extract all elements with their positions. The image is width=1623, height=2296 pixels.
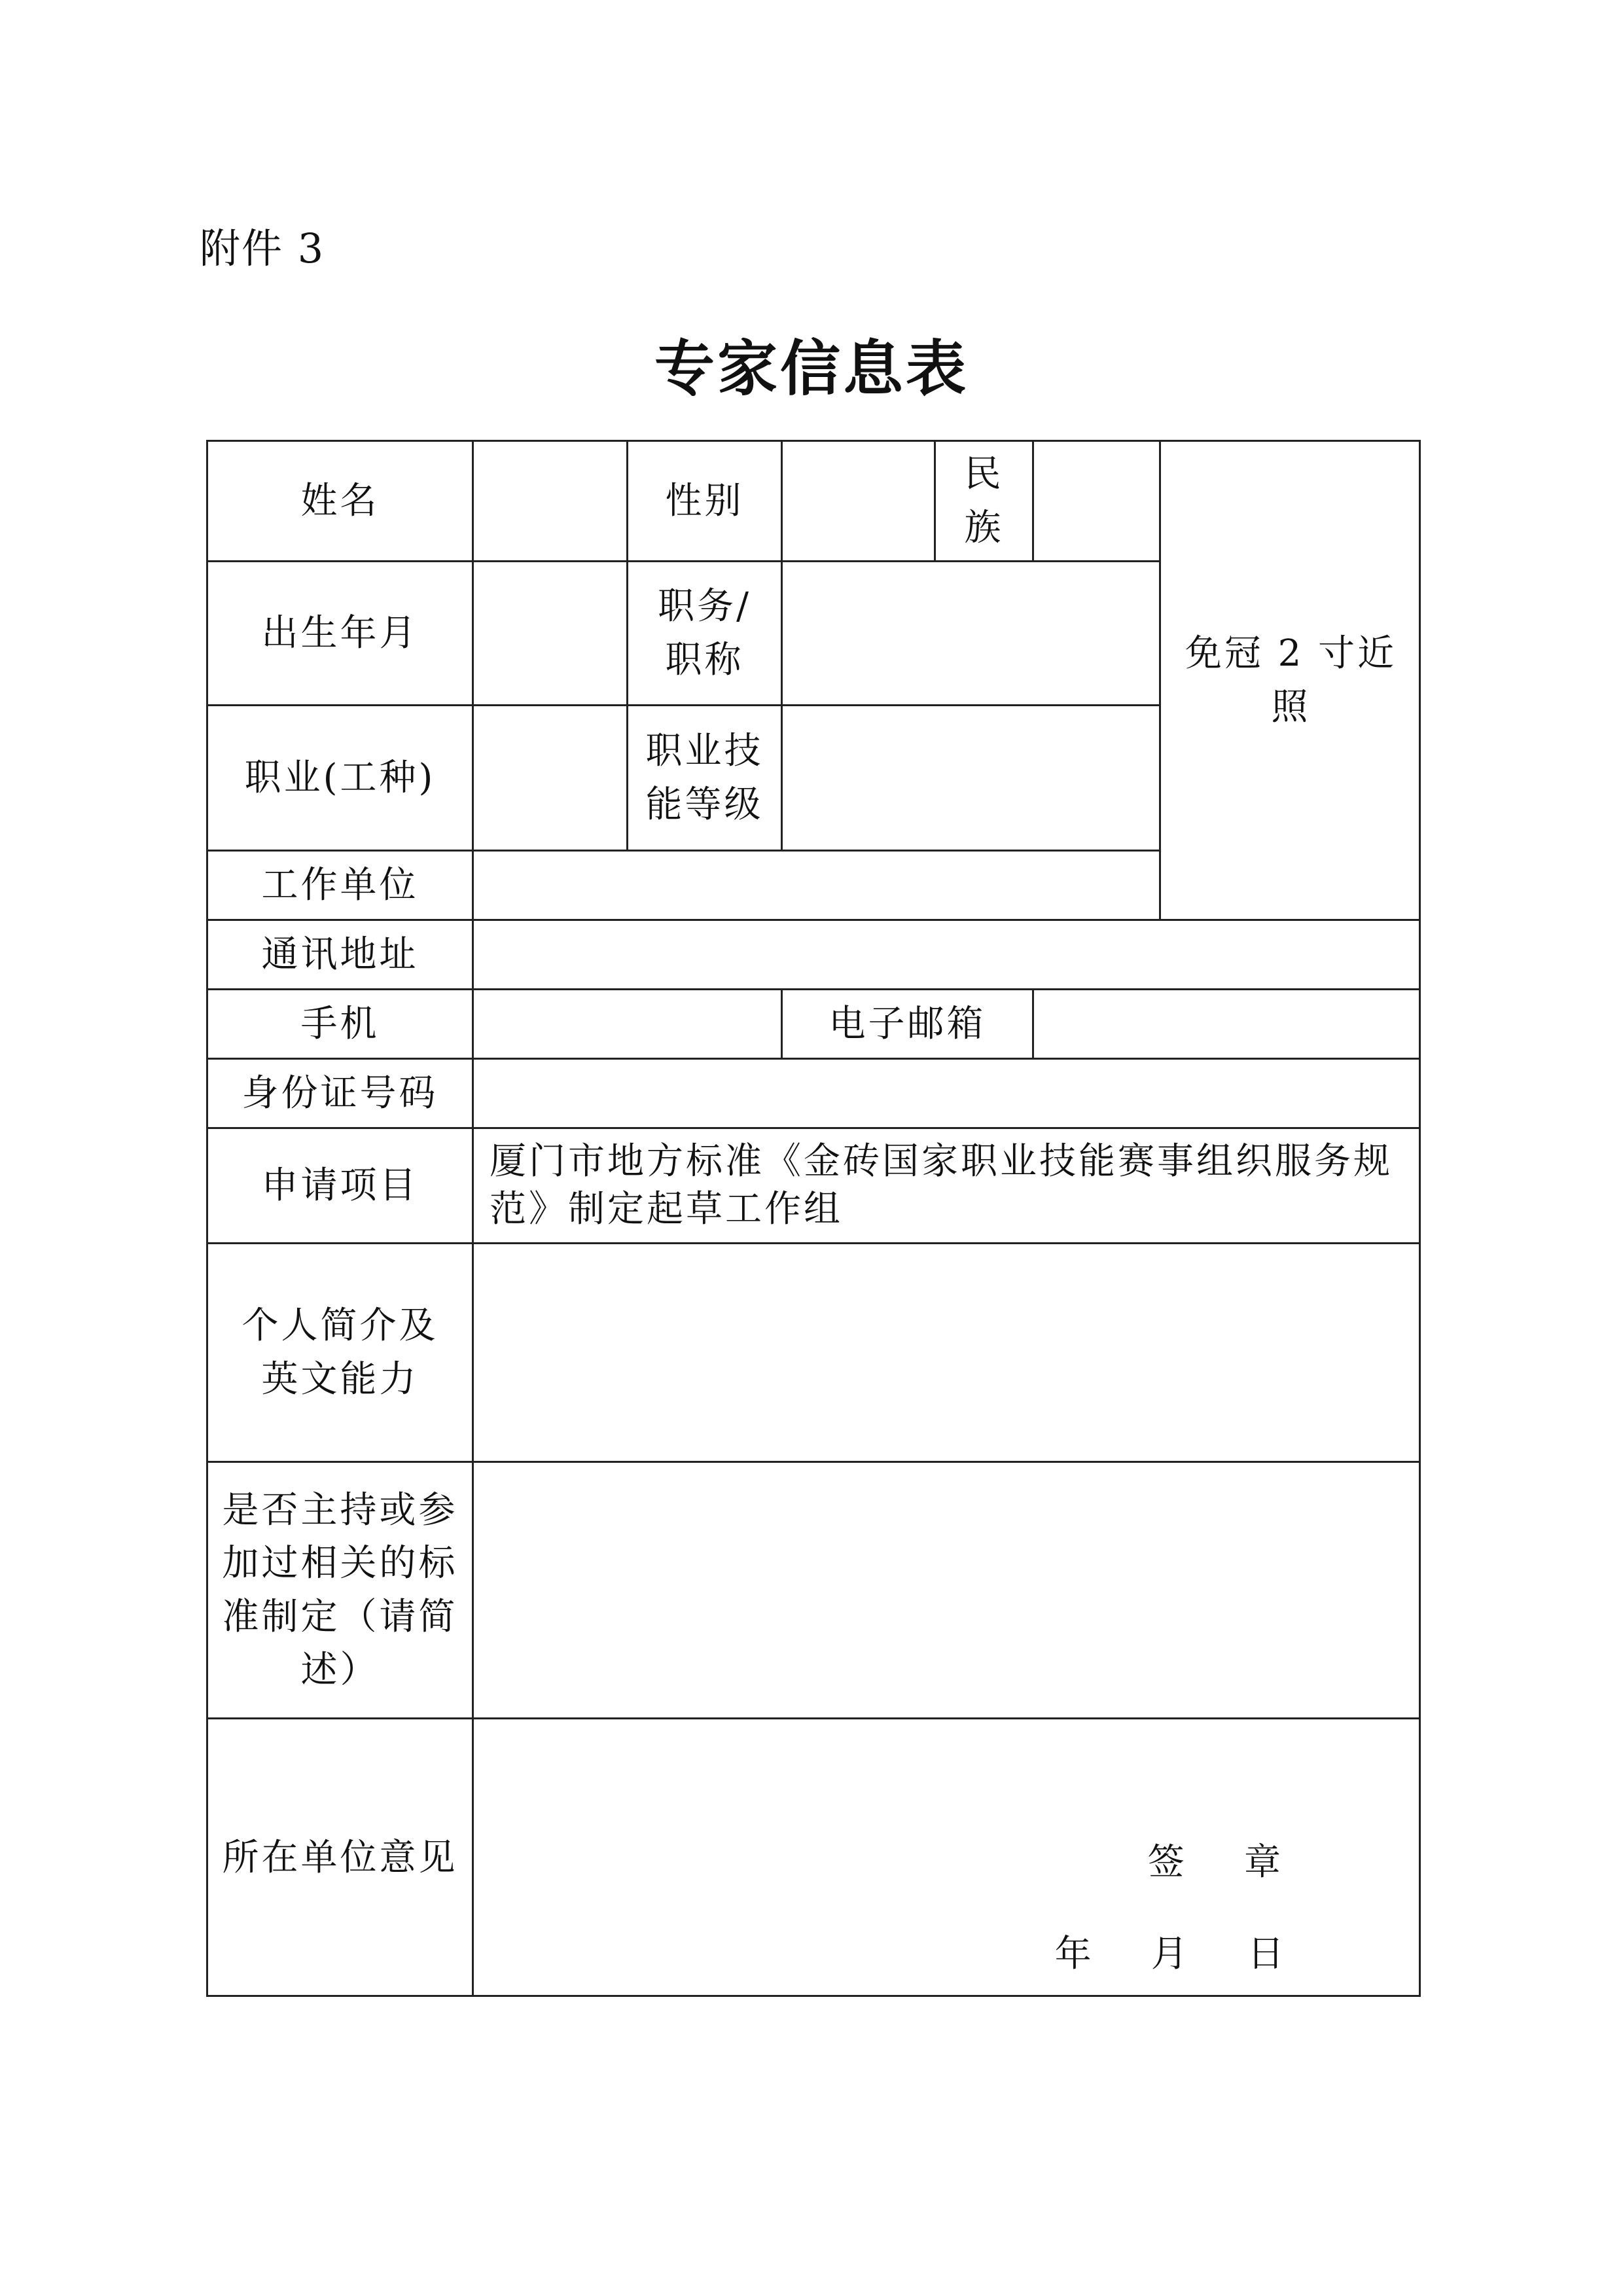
standards-experience-field[interactable] (472, 1461, 1421, 1717)
name-label: 姓名 (206, 440, 472, 560)
bio-label (206, 1242, 472, 1461)
workplace-field[interactable] (472, 850, 1159, 919)
job-title-field[interactable] (781, 560, 1159, 704)
mobile-label: 手机 (206, 988, 472, 1058)
photo-box[interactable] (1159, 440, 1421, 919)
email-field[interactable] (1032, 988, 1421, 1058)
ethnicity-label-line2: 族 (964, 506, 1004, 549)
standards-label-line2: 加过相关的标 (222, 1542, 458, 1585)
skill-level-label (626, 704, 781, 850)
page-title: 专家信息表 (654, 333, 969, 404)
date-label: 年 月 日 (1054, 1932, 1287, 1975)
birth-label: 出生年月 (206, 560, 472, 704)
birth-field[interactable] (472, 560, 626, 704)
bio-label-line2: 英文能力 (261, 1357, 419, 1401)
gender-label: 性别 (626, 440, 781, 560)
id-number-field[interactable] (472, 1058, 1421, 1127)
workplace-label: 工作单位 (206, 850, 472, 919)
job-title-label-line2: 职称 (665, 638, 744, 681)
skill-level-label-line1: 职业技 (645, 730, 764, 773)
occupation-label: 职业(工种) (206, 704, 472, 850)
seal-label: 签 章 (1147, 1840, 1283, 1884)
email-label: 电子邮箱 (781, 988, 1032, 1058)
ethnicity-label-line1: 民 (964, 453, 1004, 496)
unit-opinion-field[interactable] (472, 1717, 1421, 1997)
expert-info-table (206, 440, 1421, 1997)
standards-label-line3: 准制定（请简 (222, 1595, 458, 1638)
attachment-label: 附件 3 (200, 224, 325, 272)
project-label: 申请项目 (206, 1127, 472, 1242)
skill-level-label-line2: 能等级 (645, 783, 764, 826)
unit-opinion-label: 所在单位意见 (206, 1717, 472, 1997)
job-title-label-line1: 职务/ (658, 585, 751, 628)
standards-label-line1: 是否主持或参 (222, 1489, 458, 1532)
project-value: 厦门市地方标准《金砖国家职业技能赛事组织服务规范》制定起草工作组 (472, 1127, 1421, 1242)
standards-label-line4: 述） (300, 1648, 380, 1691)
bio-label-line1: 个人简介及 (241, 1304, 438, 1348)
name-field[interactable] (472, 440, 626, 560)
id-number-label: 身份证号码 (206, 1058, 472, 1127)
standards-experience-label (206, 1461, 472, 1717)
photo-label: 免冠 2 寸近照 (1185, 632, 1397, 728)
address-field[interactable] (472, 919, 1421, 988)
skill-level-field[interactable] (781, 704, 1159, 850)
occupation-field[interactable] (472, 704, 626, 850)
bio-field[interactable] (472, 1242, 1421, 1461)
address-label: 通讯地址 (206, 919, 472, 988)
ethnicity-label (934, 440, 1032, 560)
job-title-label (626, 560, 781, 704)
gender-field[interactable] (781, 440, 934, 560)
ethnicity-field[interactable] (1032, 440, 1159, 560)
mobile-field[interactable] (472, 988, 781, 1058)
